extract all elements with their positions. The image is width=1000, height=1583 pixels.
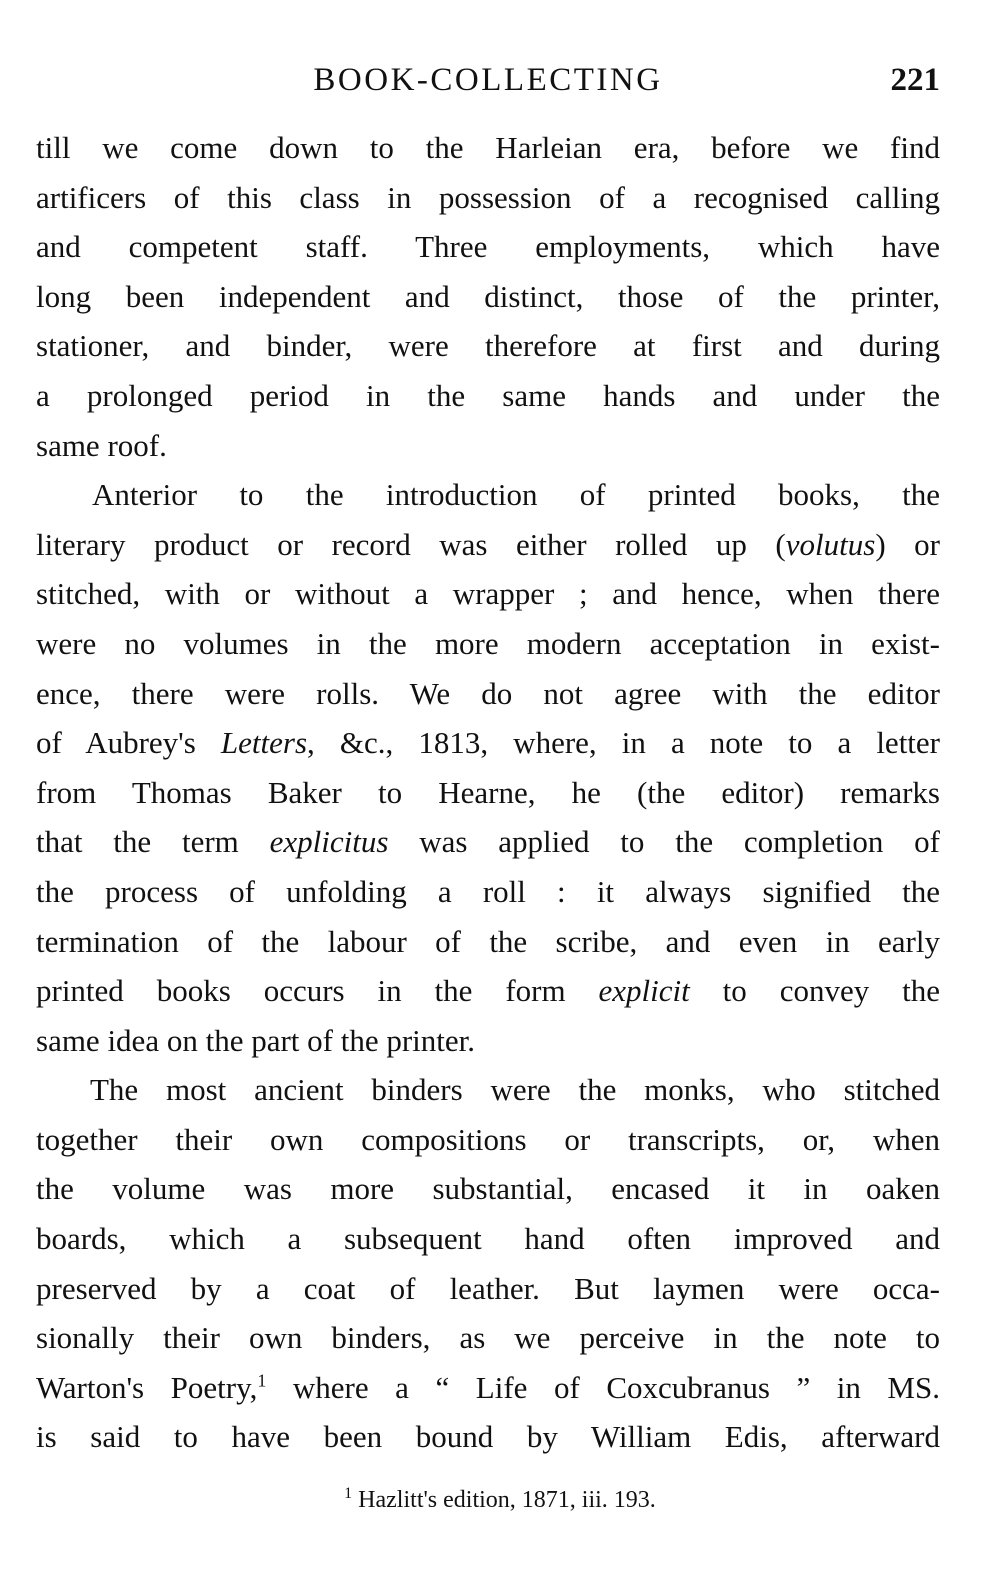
- paragraph-3-line-4: boards, which a subsequent hand often improved and: [36, 1221, 940, 1257]
- paragraph-3-line-5: preserved by a coat of leather. But laymen were occa-: [36, 1270, 940, 1306]
- text-run: printed books occurs in the form: [36, 973, 599, 1009]
- paragraph-2-line-12: same idea on the part of the printer.: [36, 1022, 476, 1058]
- text-run: ) or: [875, 526, 940, 562]
- paragraph-2-line-4: were no volumes in the more modern acceptation in exist-: [36, 625, 940, 661]
- text-run: to convey the: [689, 973, 940, 1009]
- italic-term-explicitus: explicitus: [269, 824, 389, 860]
- text-run: where a “ Life of Coxcubranus ” in MS.: [266, 1369, 940, 1405]
- paragraph-1-line-7: same roof.: [36, 427, 167, 463]
- paragraph-2-line-6: [36, 718, 940, 768]
- paragraph-2-line-11: [36, 966, 940, 1016]
- page-number: 221: [890, 62, 940, 98]
- paragraph-2-line-9: the process of unfolding a roll : it always signified the: [36, 873, 940, 909]
- paragraph-2-line-3: stitched, with or without a wrapper ; and hence, when there: [36, 576, 940, 612]
- paragraph-1-line-4: long been independent and distinct, those of the printer,: [36, 278, 940, 314]
- paragraph-1-line-6: a prolonged period in the same hands and under the: [36, 377, 940, 413]
- text-run: that the term: [36, 824, 270, 860]
- paragraph-2-line-2: [36, 520, 940, 570]
- footnote-reference: 1: [257, 1370, 267, 1391]
- text-run: Warton's Poetry,: [36, 1369, 258, 1405]
- paragraph-2-line-1: Anterior to the introduction of printed books, the: [92, 477, 940, 513]
- paragraph-3-line-8: is said to have been bound by William Edis, afterward: [36, 1419, 940, 1455]
- italic-term-volutus: volutus: [785, 526, 876, 562]
- paragraph-1-line-5: stationer, and binder, were therefore at first and during: [36, 328, 940, 364]
- running-head: [36, 56, 940, 104]
- text-run: of Aubrey's: [36, 725, 221, 761]
- paragraph-3-line-1: The most ancient binders were the monks, who stitched: [90, 1072, 940, 1108]
- paragraph-2-line-7: from Thomas Baker to Hearne, he (the editor) remarks: [36, 774, 940, 810]
- footnote-text: Hazlitt's edition, 1871, iii. 193.: [358, 1487, 656, 1513]
- italic-title-letters: Letters: [220, 725, 308, 761]
- text-run: literary product or record was either rolled up (: [36, 526, 786, 562]
- paragraph-1-line-2: artificers of this class in possession of a recognised calling: [36, 179, 940, 215]
- paragraph-2-line-8: [36, 817, 940, 867]
- text-run: , &c., 1813, where, in a note to a letter: [307, 725, 940, 761]
- body-text: [36, 123, 940, 1462]
- paragraph-1-line-3: and competent staff. Three employments, which have: [36, 229, 940, 265]
- footnote-marker: 1: [344, 1485, 353, 1502]
- paragraph-3-line-7: [36, 1363, 940, 1413]
- footnote: [0, 1480, 1000, 1520]
- paragraph-2-line-10: termination of the labour of the scribe, and even in early: [36, 923, 940, 959]
- paragraph-3-line-3: the volume was more substantial, encased it in oaken: [36, 1171, 940, 1207]
- paragraph-1-line-1: till we come down to the Harleian era, before we find: [36, 130, 940, 165]
- paragraph-2-line-5: ence, there were rolls. We do not agree with the editor: [36, 675, 940, 711]
- italic-term-explicit: explicit: [598, 973, 690, 1009]
- paragraph-3-line-2: together their own compositions or transcripts, or, when: [36, 1121, 940, 1157]
- text-run: was applied to the completion of: [388, 824, 940, 860]
- running-title: BOOK-COLLECTING: [313, 62, 663, 98]
- paragraph-3-line-6: sionally their own binders, as we perceive in the note to: [36, 1320, 940, 1356]
